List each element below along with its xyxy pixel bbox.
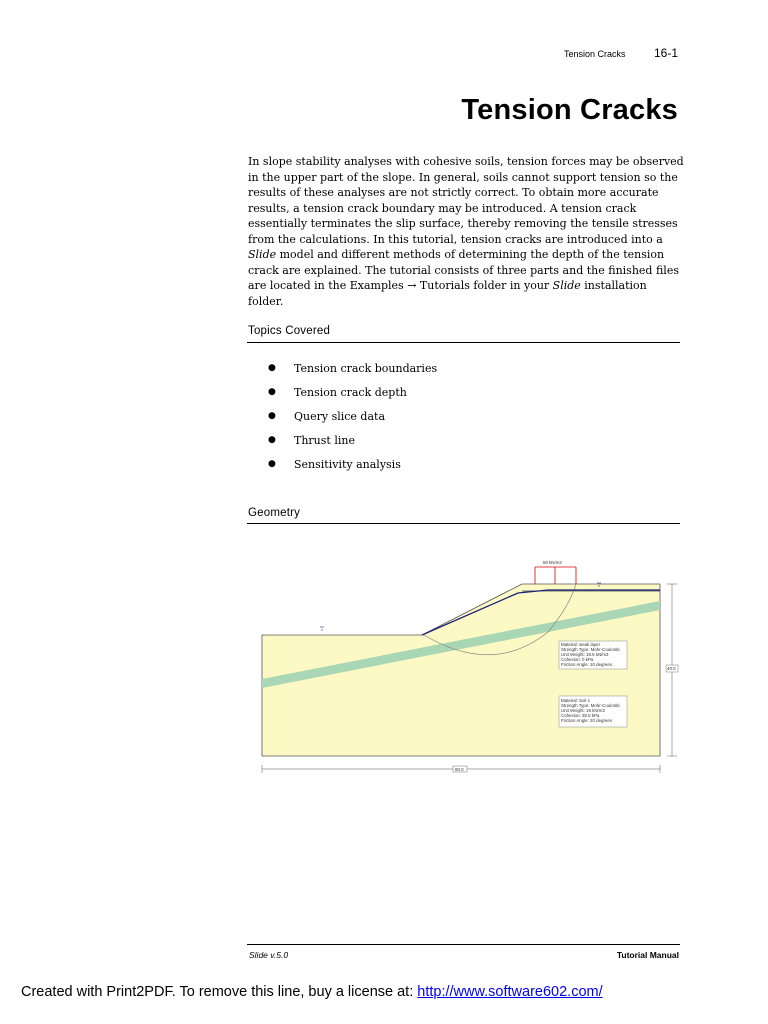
list-item: ● Tension crack boundaries <box>268 361 438 375</box>
geometry-rule <box>247 523 680 524</box>
width-dimension-label: 80.0 <box>455 767 464 772</box>
footer-manual: Tutorial Manual <box>616 950 679 960</box>
footer-product: Slide v.5.0 <box>249 950 289 960</box>
list-item: ● Sensitivity analysis <box>268 457 401 471</box>
topics-heading: Topics Covered <box>248 325 331 337</box>
topics-list <box>268 356 437 476</box>
soil-label: Material: Soil 1 Strength Type: Mohr-Coulomb Unit Weight: 19 kN/m3 Cohesion: 28.5 kPa Friction Angle: 20 degrees <box>561 698 620 723</box>
print-notice <box>21 984 603 1000</box>
geometry-heading: Geometry <box>248 507 301 519</box>
height-dimension-label: 40.0 <box>667 666 676 671</box>
footer-rule <box>247 944 680 945</box>
bullet-icon: ● <box>268 459 276 469</box>
topics-rule <box>247 342 680 343</box>
intro-paragraph: In slope stability analyses with cohesive soils, tension forces may be observed in the upper part of the slope. In general, soils cannot support tension so the results of these analyses are not strictly correct. To obtain more accurate results, a tension crack boundary may be introduced. A tension crack essentially terminates the slip surface, thereby removing the tensile stresses from the calculations. In this tutorial, tension cracks are introduced into a Slide model and different methods of determining the depth of the tension crack are explained. The tutorial consists of three parts and the finished files are located in the Examples → Tutorials folder in your Slide installation folder. <box>248 155 684 308</box>
slope-geometry-figure <box>248 550 688 780</box>
page-number: 16-1 <box>654 46 679 60</box>
distributed-load <box>535 567 576 584</box>
load-label: 50 kN/m2 <box>543 560 562 565</box>
license-link[interactable]: http://www.software602.com/ <box>417 984 603 1000</box>
list-item: ● Query slice data <box>268 409 386 423</box>
water-table-marker-left <box>320 627 324 630</box>
bullet-icon: ● <box>268 435 276 445</box>
chapter-title: Tension Cracks <box>461 94 678 126</box>
bullet-icon: ● <box>268 363 276 373</box>
bullet-icon: ● <box>268 411 276 421</box>
running-title: Tension Cracks <box>564 49 626 59</box>
print-notice-text: Created with Print2PDF. To remove this line, buy a license at: <box>21 984 418 1000</box>
list-item: ● Tension crack depth <box>268 385 407 399</box>
list-item: ● Thrust line <box>268 433 355 447</box>
bullet-icon: ● <box>268 387 276 397</box>
weak-layer-label: Material: weak layer Strength Type: Mohr-Coulomb Unit Weight: 18.5 kN/m3 Cohesion: 0 kPa Friction Angle: 10 degrees <box>561 642 620 667</box>
